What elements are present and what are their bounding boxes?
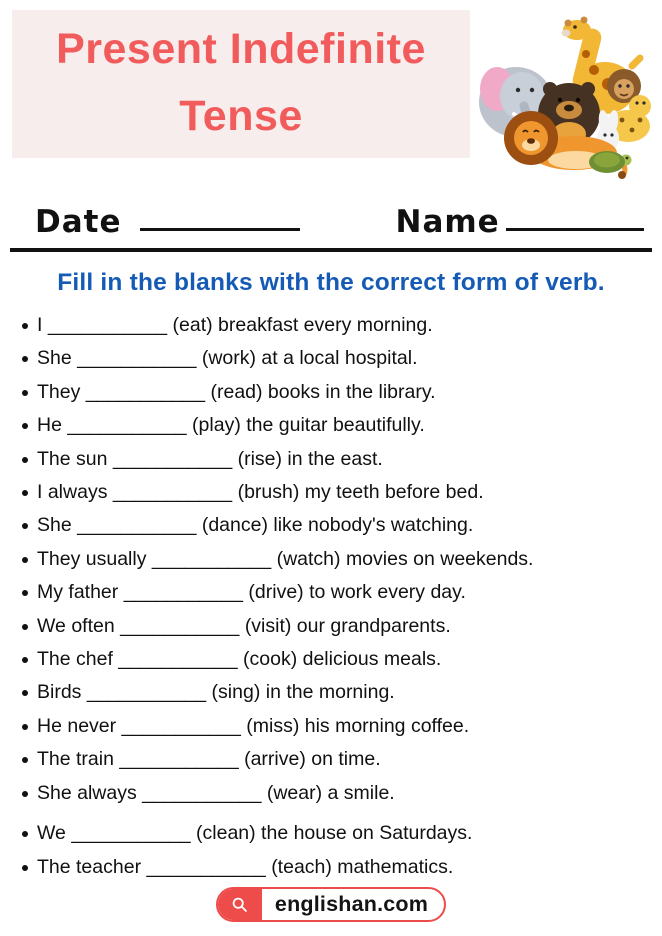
name-line [506, 228, 644, 231]
footer [0, 887, 662, 922]
list-item: I always ___________ (brush) my teeth before bed. [22, 476, 662, 509]
list-item: The chef ___________ (cook) delicious meals. [22, 643, 662, 676]
instruction-heading: Fill in the blanks with the correct form of verb. [57, 269, 605, 296]
animal-group-icon [474, 10, 658, 180]
header [0, 0, 662, 180]
site-label: englishan.com [274, 892, 429, 916]
page-title-line1: Present Indefinite [56, 25, 426, 73]
site-badge [216, 887, 446, 922]
list-item: He never ___________ (miss) his morning coffee. [22, 710, 662, 743]
page-title-line2: Tense [179, 92, 303, 140]
animals-illustration [474, 10, 658, 180]
search-icon [218, 889, 262, 920]
list-item: We often ___________ (visit) our grandparents. [22, 610, 662, 643]
exercise-list [0, 309, 662, 884]
list-item: We ___________ (clean) the house on Saturdays. [22, 817, 662, 850]
list-item: My father ___________ (drive) to work every day. [22, 576, 662, 609]
list-item: They ___________ (read) books in the library. [22, 376, 662, 409]
title-box [12, 10, 470, 158]
list-item: They usually ___________ (watch) movies on weekends. [22, 543, 662, 576]
list-item: The train ___________ (arrive) on time. [22, 743, 662, 776]
list-item: The sun ___________ (rise) in the east. [22, 443, 662, 476]
date-line [140, 228, 300, 231]
section-divider [10, 248, 652, 252]
list-item: I ___________ (eat) breakfast every morning. [22, 309, 662, 342]
list-item: The teacher ___________ (teach) mathematics. [22, 851, 662, 884]
list-item: She always ___________ (wear) a smile. [22, 777, 662, 810]
date-label: Date [35, 204, 122, 240]
date-name-row [35, 198, 644, 238]
list-item: Birds ___________ (sing) in the morning. [22, 676, 662, 709]
list-item: She ___________ (dance) like nobody's watching. [22, 509, 662, 542]
list-item: She ___________ (work) at a local hospital. [22, 342, 662, 375]
name-label: Name [395, 204, 500, 240]
list-item: He ___________ (play) the guitar beautifully. [22, 409, 662, 442]
